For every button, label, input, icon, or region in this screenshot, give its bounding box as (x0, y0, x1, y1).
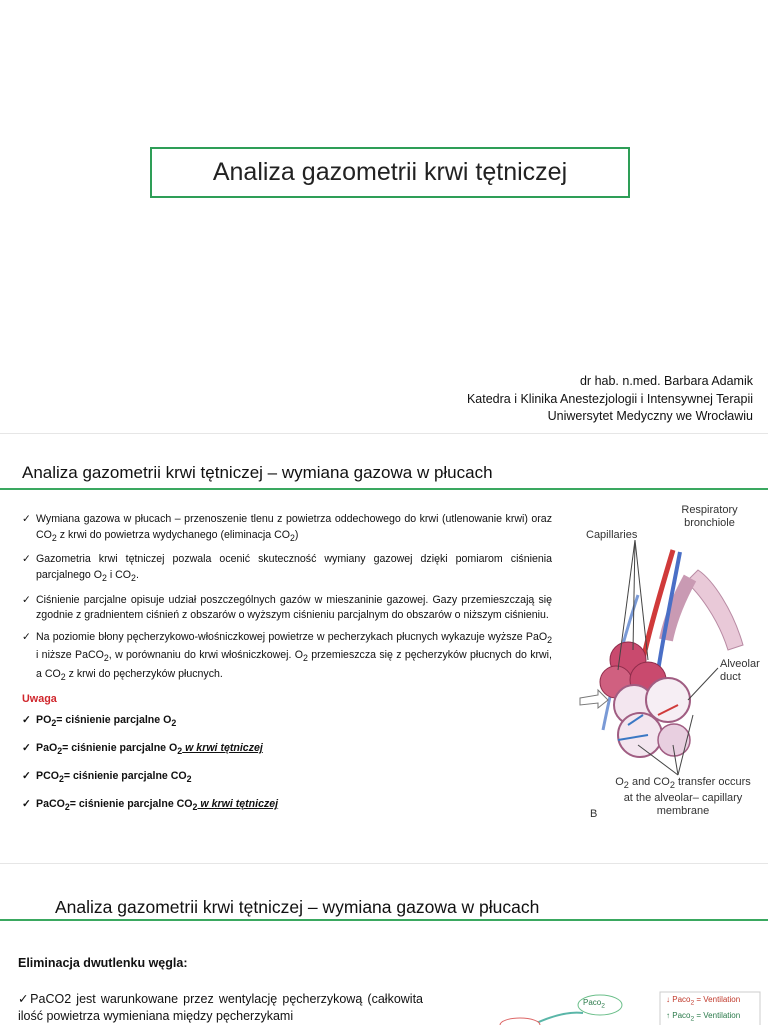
label-gas-transfer: $O_2$ and $CO_2$ transfer occurs at the alveolar– capillary membrane (615, 776, 751, 818)
definition-item: ✓ $PCO_2=$ ciśnienie parcjalne $CO_2$ (22, 769, 192, 784)
author-university: Uniwersytet Medyczny we Wrocławiu (547, 409, 753, 423)
label-capillaries: Capillaries (586, 529, 638, 541)
checkmark-icon: ✓ (22, 797, 31, 810)
checkmark-icon: ✓ (18, 992, 31, 1006)
bullet-item: ✓ Gazometria krwi tętniczej pozwala ocenić skuteczność wymiany gazowej dzięki pomiarom ciśnienia parcjalnego $O_2$ i $CO_2$. (22, 553, 552, 583)
figure-label-b: B (590, 808, 598, 820)
section-subtitle: Eliminacja dwutlenku węgla: (18, 956, 188, 970)
ventilation-diagram (488, 989, 768, 1025)
slide-co2-elimination (0, 863, 768, 1025)
presentation-title: Analiza gazometrii krwi tętniczej (150, 147, 630, 198)
ventilation-rule-1: ↓ Paco$_2$ = Ventilation (666, 995, 741, 1007)
note-label: Uwaga (22, 692, 57, 705)
definition-item: ✓ PaCO$_2$= ciśnienie parcjalne $CO_2$ w krwi tętniczej (22, 797, 279, 812)
bullet-list (22, 512, 552, 824)
slide-title (0, 0, 768, 433)
author-block (467, 373, 753, 426)
bullet-item: ✓ Ciśnienie parcjalne opisuje udział poszczególnych gazów w mieszaninie gazowej. Gazy przemieszczają się zgodnie z gradnientem ciśnień z obszarów o wyższym ciśnieniu parcjalnym do obszarów o niższym ciśnieniu. (22, 593, 552, 622)
definition-item: ✓ PaO$_2$= ciśnienie parcjalne $O_2$ w krwi tętniczej (22, 742, 263, 757)
author-name: dr hab. n.med. Barbara Adamik (579, 374, 753, 388)
slide-heading: Analiza gazometrii krwi tętniczej – wymiana gazowa w płucach (22, 463, 493, 482)
heading-divider (0, 919, 768, 921)
co2-paragraph: ✓PaCO2 jest warunkowane przez wentylację pęcherzykową (całkowita ilość powietrza wymieniana między pęcherzykami (18, 992, 423, 1023)
checkmark-icon: ✓ (22, 553, 31, 566)
alveoli-diagram (578, 500, 768, 830)
checkmark-icon: ✓ (22, 593, 31, 606)
checkmark-icon: ✓ (22, 630, 31, 643)
checkmark-icon: ✓ (22, 769, 31, 782)
heading-divider (0, 488, 768, 490)
label-respiratory-bronchiole: Respiratory bronchiole (681, 504, 738, 529)
author-department: Katedra i Klinika Anestezjologii i Intensywnej Terapii (466, 391, 753, 406)
definition-item: ✓ $PO_2=$ ciśnienie parcjalne $O_2$ (22, 714, 177, 729)
ventilation-rule-2: ↑ Paco$_2$ = Ventilation (666, 1011, 741, 1023)
checkmark-icon: ✓ (22, 513, 31, 525)
label-alveolar-duct: Alveolar duct (720, 658, 760, 683)
checkmark-icon: ✓ (22, 714, 31, 727)
bullet-item: ✓ Wymiana gazowa w płucach – przenoszenie tlenu z powietrza oddechowego do krwi (utlenowanie krwi) oraz $CO_2$ z krwi do powietrza wydychanego (eliminacja $CO_2$) (22, 513, 552, 543)
slide-heading: Analiza gazometrii krwi tętniczej – wymiana gazowa w płucach (55, 897, 540, 917)
paco2-bubble: Paco$_2$ (583, 998, 605, 1010)
checkmark-icon: ✓ (22, 742, 31, 755)
bullet-item: ✓ Na poziomie błony pęcherzykowo-włośniczkowej powietrze w pecherzykach płucnych wykazuje wyższe PaO$_2$ i niższe PaCO$_2$, w porównaniu do krwi włośniczkowej. $O_2$ przemieszcza się z pęcherzyków płucnych do krwi, a $CO_2$ z krwi do pęcherzyków płucnych. (22, 630, 552, 683)
